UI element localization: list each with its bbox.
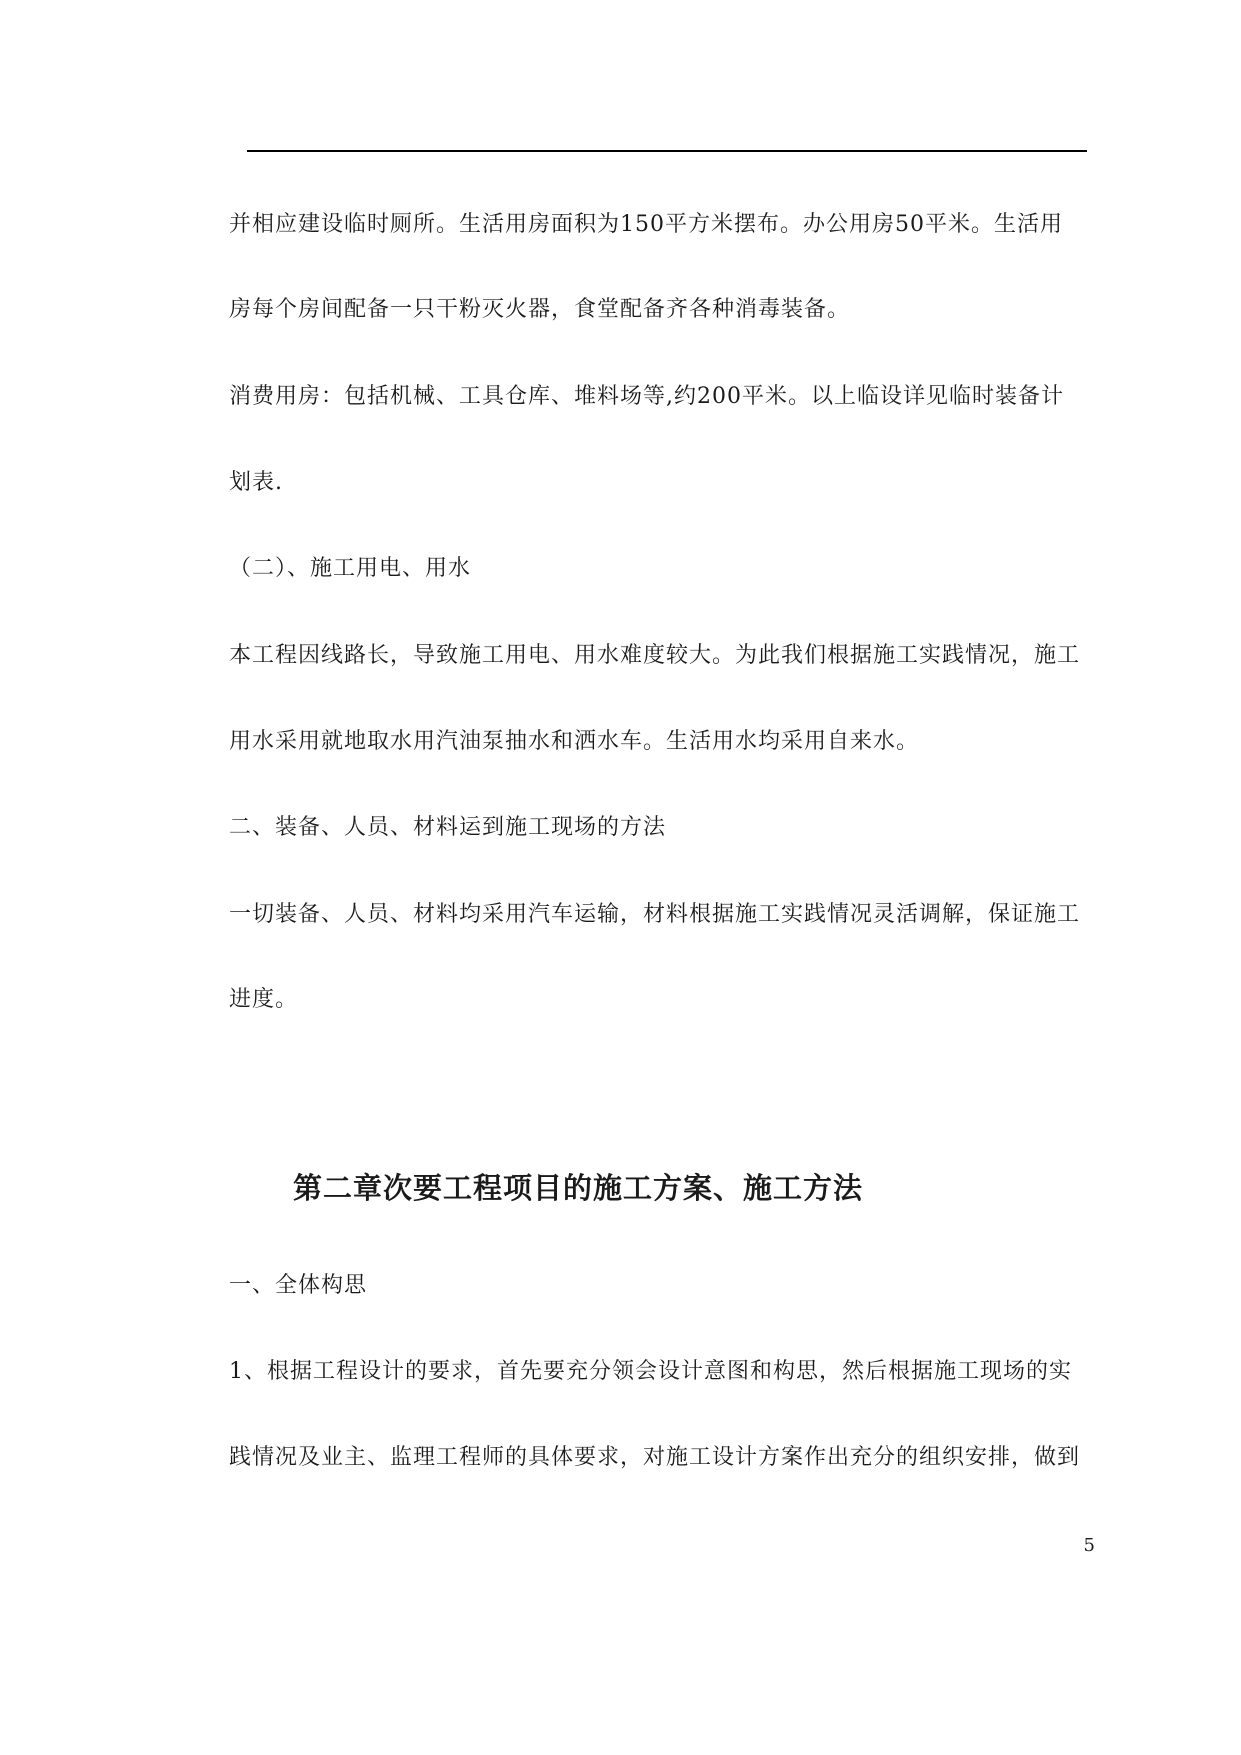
chapter-title: 第二章次要工程项目的施工方案、施工方法 (293, 1171, 864, 1205)
section-heading: 一、全体构思 (229, 1273, 368, 1298)
body-line: 房每个房间配备一只干粉灭火器，食堂配备齐各种消毒装备。 (229, 297, 851, 322)
body-line: 本工程因线路长，导致施工用电、用水难度较大。为此我们根据施工实践情况，施工 (229, 643, 1081, 668)
body-line: 消费用房：包括机械、工具仓库、堆料场等,约200平米。以上临设详见临时装备计 (229, 384, 1064, 409)
body-line: 1、根据工程设计的要求，首先要充分领会设计意图和构思，然后根据施工现场的实 (229, 1359, 1072, 1384)
body-line: 践情况及业主、监理工程师的具体要求，对施工设计方案作出充分的组织安排，做到 (229, 1445, 1081, 1470)
body-line: 进度。 (229, 987, 299, 1012)
body-line: 一切装备、人员、材料均采用汽车运输，材料根据施工实践情况灵活调解，保证施工 (229, 902, 1081, 927)
body-line: 划表. (229, 470, 283, 495)
header-rule (247, 150, 1087, 152)
body-line: 用水采用就地取水用汽油泵抽水和洒水车。生活用水均采用自来水。 (229, 729, 920, 754)
body-line: 并相应建设临时厕所。生活用房面积为150平方米摆布。办公用房50平米。生活用 (229, 212, 1063, 237)
section-heading: （二）、施工用电、用水 (229, 556, 472, 581)
section-heading: 二、装备、人员、材料运到施工现场的方法 (229, 815, 667, 840)
page-number: 5 (1083, 1535, 1095, 1556)
